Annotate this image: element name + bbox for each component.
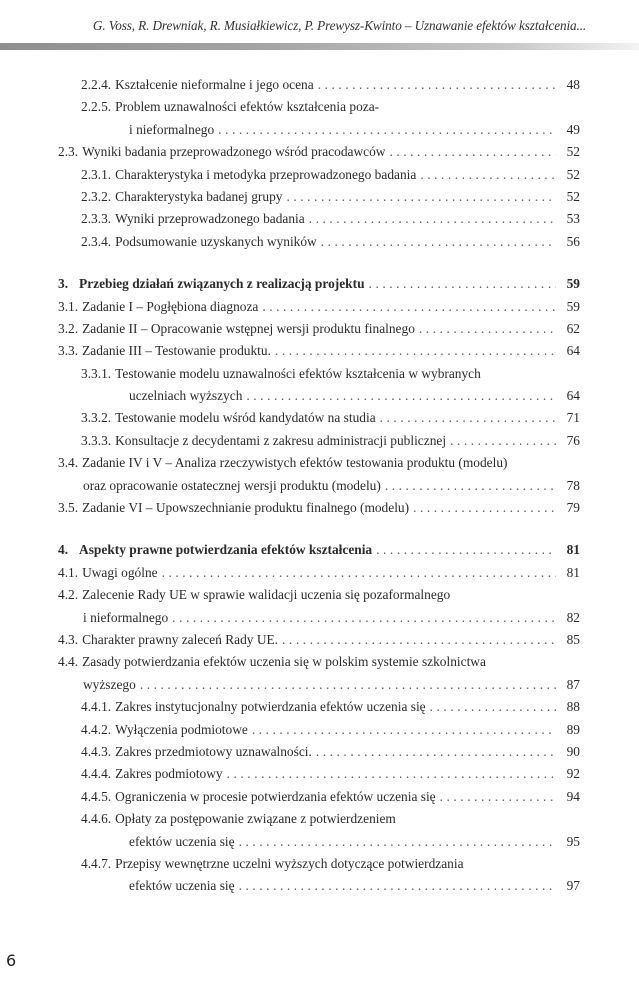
toc-entry[interactable] — [58, 363, 580, 408]
toc-title: Charakter prawny zaleceń Rady UE. — [82, 631, 279, 647]
dot-leader — [380, 407, 556, 429]
toc-number: 2.3. — [58, 144, 79, 160]
dot-leader — [385, 475, 556, 497]
toc-number: 3.3.2. — [81, 410, 112, 426]
toc-title: Testowanie modelu uznawalności efektów kształcenia w wybranych — [115, 365, 481, 381]
toc-number: 3.5. — [58, 500, 79, 516]
dot-leader — [252, 719, 556, 741]
toc-entry[interactable] — [58, 696, 580, 718]
toc-page-number: 52 — [566, 188, 580, 204]
toc-number: 4.3. — [58, 631, 79, 647]
toc-title: Charakterystyka i metodyka przeprowadzonego badania — [115, 166, 417, 182]
toc-page-number: 79 — [566, 500, 580, 516]
toc-number: 3.2. — [58, 320, 79, 336]
toc-title: Podsumowanie uzyskanych wyników — [115, 233, 317, 249]
toc-title-continuation: oraz opracowanie ostatecznej wersji produktu (modelu) — [83, 477, 381, 493]
section-gap — [58, 253, 580, 273]
dot-leader — [239, 875, 556, 897]
toc-title: Charakterystyka badanej grupy — [115, 188, 283, 204]
toc-title: Wyłączenia podmiotowe — [115, 721, 248, 737]
toc-entry[interactable] — [58, 74, 580, 96]
toc-number: 4.2. — [58, 587, 79, 603]
toc-entry[interactable] — [58, 273, 580, 295]
toc-title-continuation: efektów uczenia się — [129, 833, 235, 849]
dot-leader — [318, 74, 556, 96]
dot-leader — [420, 164, 556, 186]
toc-entry[interactable] — [58, 231, 580, 253]
toc-number: 2.3.1. — [81, 166, 112, 182]
dot-leader — [275, 340, 556, 362]
toc-entry[interactable] — [58, 808, 580, 853]
toc-entry[interactable] — [58, 186, 580, 208]
toc-title: Wyniki przeprowadzonego badania — [115, 211, 305, 227]
toc-number: 3.3.1. — [81, 365, 112, 381]
toc-page-number: 94 — [566, 788, 580, 804]
toc-number: 2.2.5. — [81, 99, 112, 115]
toc-page-number: 76 — [566, 432, 580, 448]
dot-leader — [140, 674, 556, 696]
toc-title: Przepisy wewnętrzne uczelni wyższych dotyczące potwierdzania — [115, 855, 464, 871]
toc-title: Uwagi ogólne — [82, 564, 158, 580]
toc-page-number: 52 — [566, 166, 580, 182]
toc-entry[interactable] — [58, 96, 580, 141]
toc-entry[interactable] — [58, 141, 580, 163]
toc-entry[interactable] — [58, 719, 580, 741]
toc-title: Ograniczenia w procesie potwierdzania efektów uczenia się — [115, 788, 436, 804]
toc-number: 3. — [58, 276, 69, 292]
toc-number: 4. — [58, 542, 69, 558]
toc-title-continuation: wyższego — [83, 676, 136, 692]
dot-leader — [376, 539, 556, 561]
dot-leader — [440, 786, 556, 808]
toc-page-number: 56 — [566, 233, 580, 249]
table-of-contents — [58, 74, 580, 898]
dot-leader — [286, 186, 556, 208]
toc-entry[interactable] — [58, 853, 580, 898]
toc-entry[interactable] — [58, 407, 580, 429]
toc-number: 4.4. — [58, 654, 79, 670]
toc-page-number: 59 — [566, 276, 580, 292]
toc-title: Konsultacje z decydentami z zakresu administracji publicznej — [115, 432, 447, 448]
toc-entry[interactable] — [58, 562, 580, 584]
toc-number: 4.4.6. — [81, 811, 112, 827]
toc-entry[interactable] — [58, 763, 580, 785]
toc-page-number: 95 — [566, 833, 580, 849]
toc-title: Zasady potwierdzania efektów uczenia się w polskim systemie szkolnictwa — [82, 654, 486, 670]
dot-leader — [309, 208, 556, 230]
toc-entry[interactable] — [58, 584, 580, 629]
toc-page-number: 88 — [566, 699, 580, 715]
toc-page-number: 78 — [566, 477, 580, 493]
toc-page-number: 90 — [566, 743, 580, 759]
toc-title: Testowanie modelu wśród kandydatów na studia — [115, 410, 376, 426]
toc-number: 4.4.2. — [81, 721, 112, 737]
toc-title: Kształcenie nieformalne i jego ocena — [115, 77, 314, 92]
dot-leader — [246, 385, 556, 407]
toc-entry[interactable] — [58, 208, 580, 230]
toc-entry[interactable] — [58, 452, 580, 497]
toc-title-continuation: efektów uczenia się — [129, 878, 235, 894]
toc-entry[interactable] — [58, 539, 580, 561]
dot-leader — [369, 273, 556, 295]
toc-number: 3.3.3. — [81, 432, 112, 448]
toc-page-number: 53 — [566, 211, 580, 227]
toc-number: 2.2.4. — [81, 77, 112, 92]
toc-page-number: 87 — [566, 676, 580, 692]
toc-number: 4.4.4. — [81, 766, 112, 782]
section-gap — [58, 519, 580, 539]
dot-leader — [389, 141, 556, 163]
toc-number: 2.3.3. — [81, 211, 112, 227]
dot-leader — [282, 629, 556, 651]
toc-title: Przebieg działań związanych z realizacją projektu — [79, 276, 365, 292]
toc-number: 3.4. — [58, 455, 79, 471]
toc-title: Zadanie I – Pogłębiona diagnoza — [82, 298, 259, 314]
toc-entry[interactable] — [58, 786, 580, 808]
toc-entry[interactable] — [58, 340, 580, 362]
dot-leader — [430, 696, 556, 718]
toc-title-continuation: i nieformalnego — [129, 121, 215, 137]
toc-page-number: 97 — [566, 878, 580, 894]
toc-title: Zadanie II – Opracowanie wstępnej wersji produktu finalnego — [82, 320, 415, 336]
toc-page-number: 64 — [566, 343, 580, 359]
toc-page-number: 62 — [566, 320, 580, 336]
dot-leader — [419, 318, 556, 340]
toc-page-number: 71 — [566, 410, 580, 426]
toc-number: 4.4.7. — [81, 855, 112, 871]
toc-page-number: 48 — [566, 77, 580, 92]
toc-page-number: 81 — [566, 542, 580, 558]
toc-number: 4.1. — [58, 564, 79, 580]
toc-title-continuation: uczelniach wyższych — [129, 388, 243, 404]
dot-leader — [316, 741, 556, 763]
header-rule — [0, 43, 639, 50]
toc-title-continuation: i nieformalnego — [83, 609, 169, 625]
toc-page-number: 82 — [566, 609, 580, 625]
dot-leader — [218, 119, 556, 141]
toc-title: Opłaty za postępowanie związane z potwierdzeniem — [115, 811, 396, 827]
toc-number: 4.4.1. — [81, 699, 112, 715]
toc-entry[interactable] — [58, 296, 580, 318]
toc-title: Zadanie IV i V – Analiza rzeczywistych efektów testowania produktu (modelu) — [82, 455, 508, 471]
page-number: 6 — [6, 951, 17, 970]
dot-leader — [413, 497, 556, 519]
toc-title: Zakres przedmiotowy uznawalności. — [115, 743, 312, 759]
toc-title: Problem uznawalności efektów kształcenia poza- — [115, 99, 380, 115]
toc-page-number: 92 — [566, 766, 580, 782]
toc-entry[interactable] — [58, 430, 580, 452]
dot-leader — [172, 607, 556, 629]
toc-number: 3.1. — [58, 298, 79, 314]
toc-page-number: 89 — [566, 721, 580, 737]
dot-leader — [450, 430, 556, 452]
toc-page-number: 59 — [566, 298, 580, 314]
dot-leader — [321, 231, 556, 253]
toc-page-number: 64 — [566, 388, 580, 404]
dot-leader — [162, 562, 556, 584]
toc-number: 4.4.5. — [81, 788, 112, 804]
toc-entry[interactable] — [58, 651, 580, 696]
toc-number: 2.3.2. — [81, 188, 112, 204]
toc-entry[interactable] — [58, 164, 580, 186]
toc-number: 3.3. — [58, 343, 79, 359]
toc-entry[interactable] — [58, 318, 580, 340]
toc-entry[interactable] — [58, 497, 580, 519]
toc-page-number: 49 — [566, 121, 580, 137]
toc-page-number: 52 — [566, 144, 580, 160]
toc-page-number: 85 — [566, 631, 580, 647]
toc-number: 4.4.3. — [81, 743, 112, 759]
toc-title: Zadanie VI – Upowszechnianie produktu finalnego (modelu) — [82, 500, 410, 516]
dot-leader — [227, 763, 556, 785]
toc-title: Zalecenie Rady UE w sprawie walidacji uczenia się pozaformalnego — [82, 587, 451, 603]
dot-leader — [239, 831, 556, 853]
toc-title: Zakres podmiotowy — [115, 766, 223, 782]
toc-title: Aspekty prawne potwierdzania efektów kształcenia — [79, 542, 373, 558]
dot-leader — [262, 296, 556, 318]
toc-number: 2.3.4. — [81, 233, 112, 249]
toc-entry[interactable] — [58, 629, 580, 651]
running-head: G. Voss, R. Drewniak, R. Musiałkiewicz, P. Prewysz-Kwinto – Uznawanie efektów kształcenia... — [92, 18, 587, 33]
toc-entry[interactable] — [58, 741, 580, 763]
toc-title: Zakres instytucjonalny potwierdzania efektów uczenia się — [115, 699, 426, 715]
toc-page-number: 81 — [566, 564, 580, 580]
toc-title: Zadanie III – Testowanie produktu. — [82, 343, 271, 359]
toc-title: Wyniki badania przeprowadzonego wśród pracodawców — [82, 144, 386, 160]
